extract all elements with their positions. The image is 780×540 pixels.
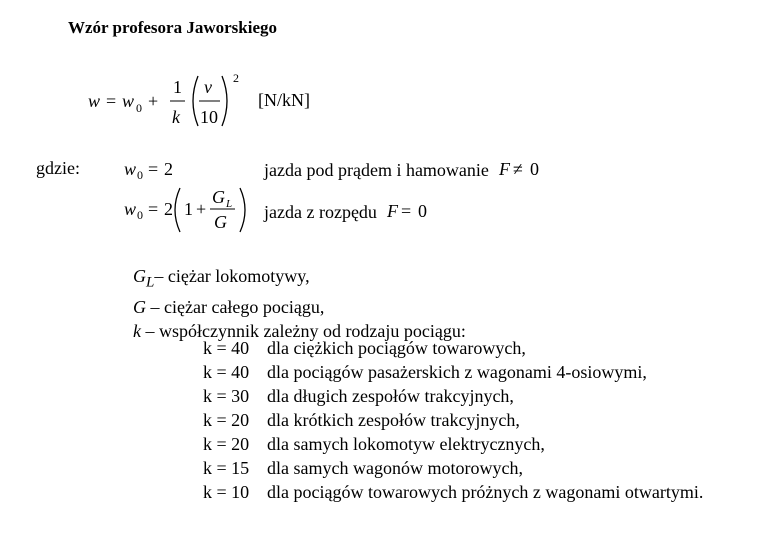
svg-text:G: G — [214, 212, 227, 232]
definition-item: k – współczynnik zależny od rodzaju pociągu: — [133, 320, 466, 341]
formula-w0: w — [122, 91, 135, 111]
svg-text:+: + — [196, 199, 207, 219]
formula-k: k — [172, 107, 180, 127]
definitions-list — [133, 264, 466, 343]
svg-text:=: = — [401, 201, 412, 221]
svg-text:0: 0 — [137, 168, 143, 182]
svg-text:0: 0 — [418, 201, 428, 221]
formula-eq: = — [106, 91, 117, 111]
where-label: gdzie: — [36, 158, 80, 178]
svg-text:F: F — [499, 159, 511, 179]
case-1-formula — [122, 156, 182, 182]
right-paren — [222, 76, 227, 126]
formula-exp: 2 — [233, 71, 239, 85]
formula-w0-sub: 0 — [136, 101, 142, 115]
svg-text:0: 0 — [137, 208, 143, 222]
k-value-row: k = 20 dla krótkich zespołów trakcyjnych, — [203, 410, 520, 430]
definition-item: G – ciężar całego pociągu, — [133, 296, 325, 317]
k-value-row: k = 15 dla samych wagonów motorowych, — [203, 458, 523, 478]
k-value-row: k = 40 dla pociągów pasażerskich z wagonami 4-osiowymi, — [203, 362, 647, 382]
svg-text:w: w — [124, 199, 137, 219]
k-value-row: k = 10 dla pociągów towarowych próżnych z wagonami otwartymi. — [203, 482, 704, 502]
main-formula — [86, 68, 256, 138]
definition-item: $G_L-$ ciężar lokomotywy, — [133, 266, 310, 291]
case-2-formula — [122, 184, 252, 236]
svg-text:L: L — [226, 198, 233, 210]
svg-text:=: = — [148, 199, 159, 219]
page-title: Wzór profesora Jaworskiego — [68, 18, 278, 37]
case-1-condition — [497, 158, 545, 180]
k-value-row: k = 20 dla samych lokomotyw elektrycznych, — [203, 434, 545, 454]
case-1-description: jazda pod prądem i hamowanie F ≠ 0 — [264, 158, 545, 181]
formula-v: v — [204, 77, 212, 97]
unit-label: [N/kN] — [258, 90, 310, 110]
k-value-row: k = 30 dla długich zespołów trakcyjnych, — [203, 386, 514, 406]
svg-text:2: 2 — [164, 199, 173, 219]
left-paren — [193, 76, 198, 126]
formula-ten: 10 — [200, 107, 218, 127]
svg-text:2: 2 — [164, 159, 173, 179]
k-values-list — [203, 336, 703, 504]
formula-lhs: w — [88, 91, 101, 111]
case-2-condition — [385, 200, 433, 222]
svg-text:0: 0 — [530, 159, 540, 179]
formula-plus: + — [148, 91, 159, 111]
svg-text:G: G — [212, 187, 225, 207]
svg-text:=: = — [148, 159, 159, 179]
formula-one: 1 — [173, 77, 182, 97]
svg-text:1: 1 — [184, 199, 193, 219]
svg-text:w: w — [124, 159, 137, 179]
case-2-description: jazda z rozpędu F = 0 — [264, 200, 433, 223]
svg-text:≠: ≠ — [513, 159, 524, 179]
svg-text:F: F — [387, 201, 399, 221]
k-value-row: k = 40 dla ciężkich pociągów towarowych, — [203, 338, 526, 358]
